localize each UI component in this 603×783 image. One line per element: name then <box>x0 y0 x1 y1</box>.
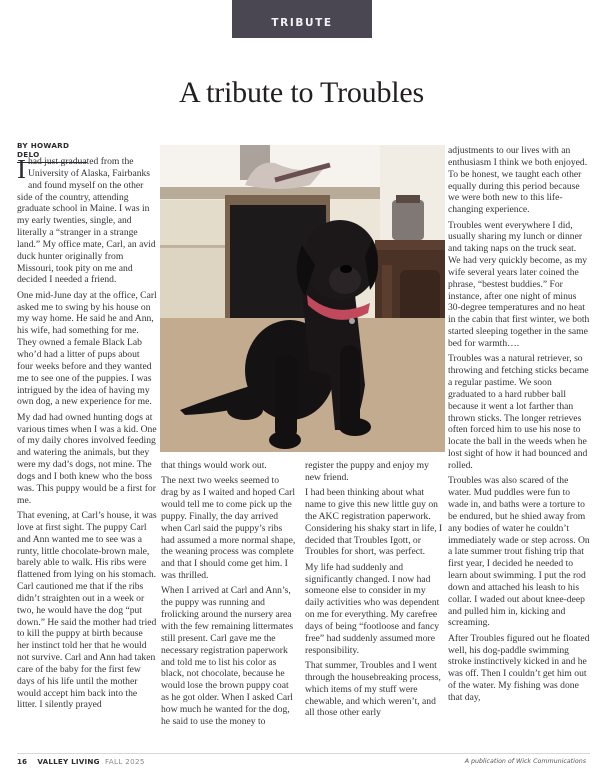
paragraph: When I arrived at Carl and Ann’s, the puppy was running and frolicking around the nursery area with the few remaining littermates still present. Carl gave me the necessary registration paperwork and told me to list his color as black, not chocolate, because he would lose the brown puppy coat as he got older. When I asked Carl how much he wanted for the dog, he said to use the money to <box>161 585 294 727</box>
paragraph: adjustments to our lives with an enthusiasm I think we both enjoyed. To be honest, we taught each other equally during this period because we were both new to this life-changing experience. <box>448 145 588 216</box>
folio <box>17 757 145 766</box>
paragraph-text: had just graduated from the University of Alaska, Fairbanks and found myself on the other side of the country, attending graduate school in Maine. I was in my early twenties, single, and literally a “stranger in a strange land.” My office mate, Carl, an avid duck hunter originally from Missouri, took pity on me and decided I needed a friend. <box>17 156 156 286</box>
paragraph: My dad had owned hunting dogs at various times when I was a kid. One of my daily chores involved feeding and watering the animals, but they were my dad’s dogs, not mine. The dogs and I both knew who the boss was. This puppy would be a first for me. <box>17 411 157 506</box>
paragraph: My life had suddenly and significantly changed. I now had someone else to consider in my daily activities who was dependent on me for everything. My carefree days of being “footloose and fancy free” had suddenly assumed more responsibility. <box>305 561 440 656</box>
paragraph: that things would work out. <box>161 460 267 471</box>
issue-label: FALL 2025 <box>105 757 145 766</box>
coffee-pot <box>392 200 424 240</box>
paragraph: I had been thinking about what name to give this new little guy on the AKC registration paperwork. Considering his shaky start in life, I decided that Troubles Igott, or Troubles for short, was perfect. <box>305 487 443 558</box>
dog-paw-right <box>339 418 371 436</box>
section-tag-label: TRIBUTE <box>271 17 333 29</box>
dog-nose <box>340 265 352 273</box>
article-column-3 <box>305 460 445 723</box>
paragraph: That summer, Troubles and I went through the housebreaking process, which items of my stuff were chewable, and which weren’t, and all those other early <box>305 660 441 719</box>
coffee-pot-lid <box>396 195 420 203</box>
publisher-note: A publication of Wick Communications <box>464 758 586 765</box>
paragraph: That evening, at Carl’s house, it was love at first sight. The puppy Carl and Ann wanted me to see was a runty, little chocolate-brown male, barely able to walk. His ribs were flattened from lying on his stomach. Carl cautioned me that if the ribs didn’t straighten out in a week or two, he would have the dog “put down.” He said the mother had tried to kill the puppy at birth because her instinct told her that he would not survive. Carl and Ann had taken care of the baby for the first few days of his life until the mother would accept him back into the litter. I silently prayed <box>17 509 157 711</box>
article-headline: A tribute to Troubles <box>179 76 424 109</box>
dog-front-leg-left <box>275 355 297 440</box>
paragraph: The next two weeks seemed to drag by as I waited and hoped Carl would tell me to come pick up the puppy. Finally, the day arrived when Carl said the puppy’s ribs had assumed a more normal shape, the weaning process was complete and that I should come get him. I was thrilled. <box>161 475 296 582</box>
paragraph <box>17 156 157 286</box>
drop-cap: I <box>17 154 26 184</box>
dog-photo <box>160 145 445 452</box>
table-top <box>375 240 445 250</box>
paragraph: After Troubles figured out he floated well, his dog-paddle swimming stroke instinctively kicked in and he was off. Then I couldn’t get him out of the water. My fishing was done that day, <box>448 632 590 703</box>
paragraph: Troubles was a natural retriever, so throwing and fetching sticks became a regular pastime. We soon graduated to a hard rubber ball because it went a lot farther than thrown sticks. The longer retrieves often forced him to use his nose to locate the ball in the weeds when he lost sight of how it had bounced and rolled. <box>448 353 589 471</box>
magazine-name: VALLEY LIVING <box>37 757 100 766</box>
footer-divider <box>17 753 590 754</box>
paragraph: Troubles went everywhere I did, usually sharing my lunch or dinner and taking naps on the truck seat. We had very quickly become, as my wife several years later coined the phrase, “bestest buddies.” For instance, after one night of minus 30-degree temperatures and no heat in the cabin that first winter, we both started sleeping together in the same bed for warmth…. <box>448 219 590 349</box>
paragraph: One mid-June day at the office, Carl asked me to swing by his house on my way home. He said he and Ann, his wife, had something for me. They owned a female Black Lab who’d had a litter of pups about four weeks before and they wanted me to see one of the puppies. I was intrigued by the idea of having my own dog, a new experience for me. <box>17 289 157 408</box>
page-number: 16 <box>17 757 28 766</box>
byline: BY HOWARD DELO <box>17 141 87 163</box>
dog-hind-paw <box>227 400 263 420</box>
section-tag <box>232 0 372 38</box>
dog-paw-left <box>269 431 301 449</box>
article-column-1 <box>17 156 157 715</box>
article-column-2 <box>161 460 296 731</box>
article-column-4 <box>448 145 590 707</box>
paragraph: Troubles was also scared of the water. Mud puddles were fun to wade in, and baths were a torture to be endured, but he shied away from any bodies of water he couldn’t immediately wade or step across. On a late summer trout fishing trip that first year, I decided he needed to learn about swimming. I put the rod down and attached his leash to his collar. I waded out about knee-deep and pulled him in, kicking and screaming. <box>448 475 590 629</box>
black-lab-photo-illustration <box>160 145 445 452</box>
collar-tag <box>349 318 355 324</box>
paragraph: register the puppy and enjoy my new friend. <box>305 460 429 483</box>
dog-front-leg-right <box>340 345 360 430</box>
